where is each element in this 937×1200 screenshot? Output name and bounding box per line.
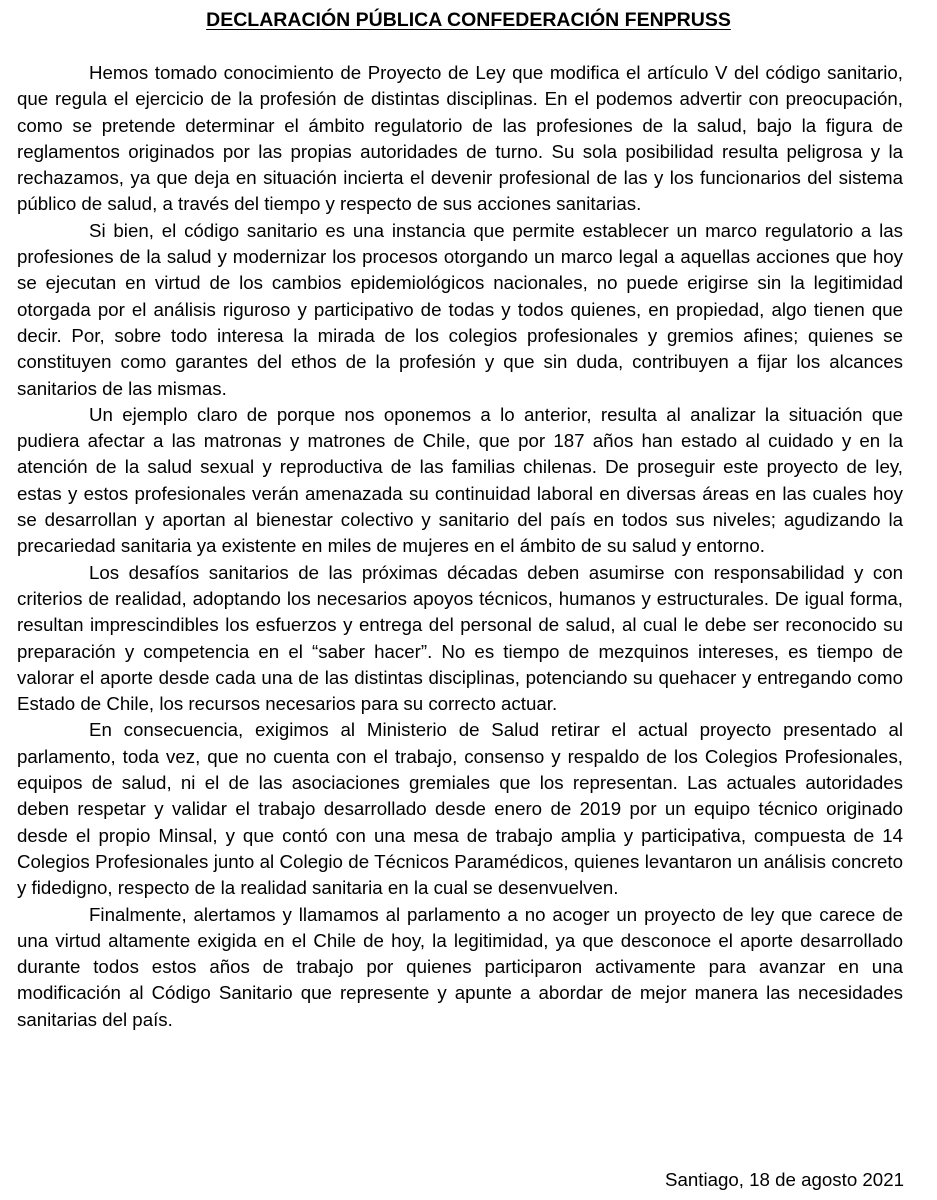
document-body <box>17 60 903 1033</box>
paragraph-2: Si bien, el código sanitario es una instancia que permite establecer un marco regulatorio a las profesiones de la salud y modernizar los procesos otorgando un marco legal a aquellas acciones que hoy se ejecutan en virtud de los cambios epidemiológicos nacionales, no puede erigirse sin la legitimidad otorgada por el análisis riguroso y participativo de todas y todos quienes, en propiedad, algo tienen que decir. Por, sobre todo interesa la mirada de los colegios profesionales y gremios afines; quienes se constituyen como garantes del ethos de la profesión y que sin duda, contribuyen a fijar los alcances sanitarios de las mismas. <box>17 219 903 399</box>
place-and-date: Santiago, 18 de agosto 2021 <box>665 1169 904 1190</box>
paragraph-4: Los desafíos sanitarios de las próximas décadas deben asumirse con responsabilidad y con criterios de realidad, adoptando los necesarios apoyos técnicos, humanos y estructurales. De igual forma, resultan imprescindibles los esfuerzos y entrega del personal de salud, al cual le debe ser reconocido su preparación y competencia en el “saber hacer”. No es tiempo de mezquinos intereses, es tiempo de valorar el aporte desde cada una de las distintas disciplinas, potenciando su quehacer y entregando como Estado de Chile, los recursos necesarios para su correcto actuar. <box>17 561 903 715</box>
paragraph-1: Hemos tomado conocimiento de Proyecto de Ley que modifica el artículo V del código sanitario, que regula el ejercicio de la profesión de distintas disciplinas. En el podemos advertir con preocupación, como se pretende determinar el ámbito regulatorio de las profesiones de la salud, bajo la figura de reglamentos originados por las propias autoridades de turno. Su sola posibilidad resulta peligrosa y la rechazamos, ya que deja en situación incierta el devenir profesional de las y los funcionarios del sistema público de salud, a través del tiempo y respecto de sus acciones sanitarias. <box>17 62 903 215</box>
paragraph-5: En consecuencia, exigimos al Ministerio de Salud retirar el actual proyecto presentado al parlamento, toda vez, que no cuenta con el trabajo, consenso y respaldo de los Colegios Profesionales, equipos de salud, ni el de las asociaciones gremiales que los representan. Las actuales autoridades deben respetar y validar el trabajo desarrollado desde enero de 2019 por un equipo técnico originado desde el propio Minsal, y que contó con una mesa de trabajo amplia y participativa, compuesta de 14 Colegios Profesionales junto al Colegio de Técnicos Paramédicos, quienes levantaron un análisis concreto y fidedigno, respecto de la realidad sanitaria en la cual se desenvuelven. <box>17 719 903 899</box>
document-title: DECLARACIÓN PÚBLICA CONFEDERACIÓN FENPRUSS <box>206 9 731 31</box>
paragraph-3: Un ejemplo claro de porque nos oponemos a lo anterior, resulta al analizar la situación que pudiera afectar a las matronas y matrones de Chile, que por 187 años han estado al cuidado y en la atención de la salud sexual y reproductiva de las familias chilenas. De proseguir este proyecto de ley, estas y estos profesionales verán amenazada su continuidad laboral en diversas áreas en las cuales hoy se desarrollan y aportan al bienestar colectivo y sanitario del país en todos sus niveles; agudizando la precariedad sanitaria ya existente en miles de mujeres en el ámbito de su salud y entorno. <box>17 403 903 557</box>
paragraph-6: Finalmente, alertamos y llamamos al parlamento a no acoger un proyecto de ley que carece de una virtud altamente exigida en el Chile de hoy, la legitimidad, ya que desconoce el aporte desarrollado durante todos estos años de trabajo por quienes participaron activamente para avanzar en una modificación al Código Sanitario que represente y apunte a abordar de mejor manera las necesidades sanitarias del país. <box>17 903 903 1030</box>
